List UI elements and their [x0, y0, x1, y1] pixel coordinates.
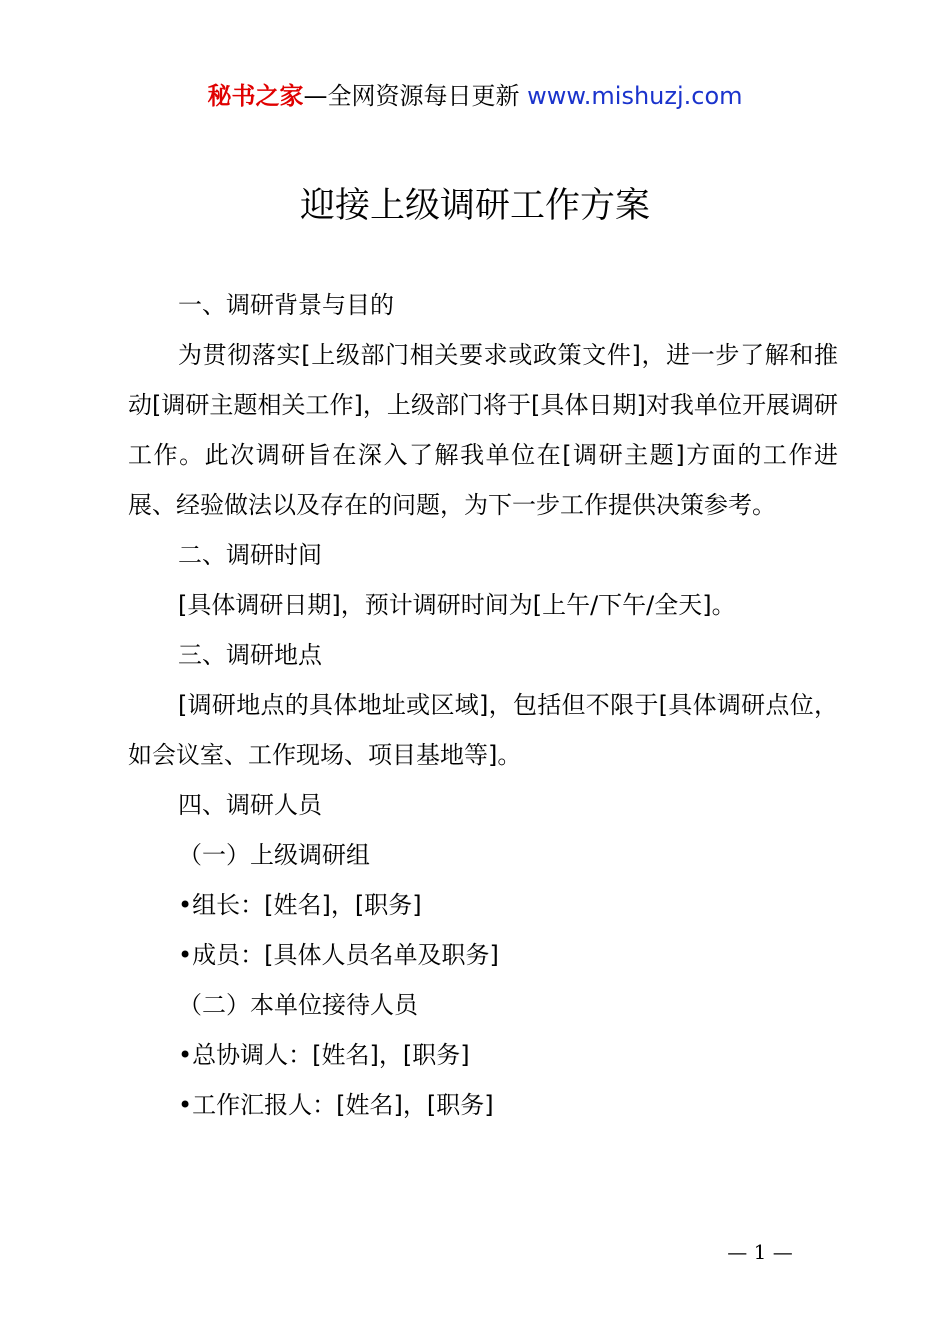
- section-3-paragraph: [调研地点的具体地址或区域]，包括但不限于[具体调研点位，如会议室、工作现场、项目基地等]。: [128, 691, 838, 769]
- document-title: 迎接上级调研工作方案: [299, 186, 650, 226]
- site-url-link[interactable]: www.mishuzj.com: [527, 82, 743, 110]
- list-item: •组长：[姓名]，[职务]: [178, 891, 422, 919]
- section-1-heading: 一、调研背景与目的: [178, 291, 394, 319]
- document-body: [128, 280, 838, 1130]
- subsection-reception-staff: （二）本单位接待人员: [178, 991, 418, 1019]
- site-header: [0, 80, 950, 112]
- section-4-heading: 四、调研人员: [178, 791, 322, 819]
- header-slogan: —全网资源每日更新: [303, 82, 528, 110]
- section-2-heading: 二、调研时间: [178, 541, 322, 569]
- list-item: •工作汇报人：[姓名]，[职务]: [178, 1091, 494, 1119]
- list-item: •成员：[具体人员名单及职务]: [178, 941, 499, 969]
- page-number: — 1 —: [727, 1240, 793, 1264]
- subsection-inspection-team: （一）上级调研组: [178, 841, 370, 869]
- section-1-paragraph: 为贯彻落实[上级部门相关要求或政策文件]，进一步了解和推动[调研主题相关工作]，上级部门将于[具体日期]对我单位开展调研工作。此次调研旨在深入了解我单位在[调研主题]方面的工作进展、经验做法以及存在的问题，为下一步工作提供决策参考。: [128, 341, 838, 519]
- section-3-heading: 三、调研地点: [178, 641, 322, 669]
- section-2-paragraph: [具体调研日期]，预计调研时间为[上午/下午/全天]。: [178, 591, 736, 619]
- brand-name: 秘书之家: [207, 82, 304, 110]
- list-item: •总协调人：[姓名]，[职务]: [178, 1041, 470, 1069]
